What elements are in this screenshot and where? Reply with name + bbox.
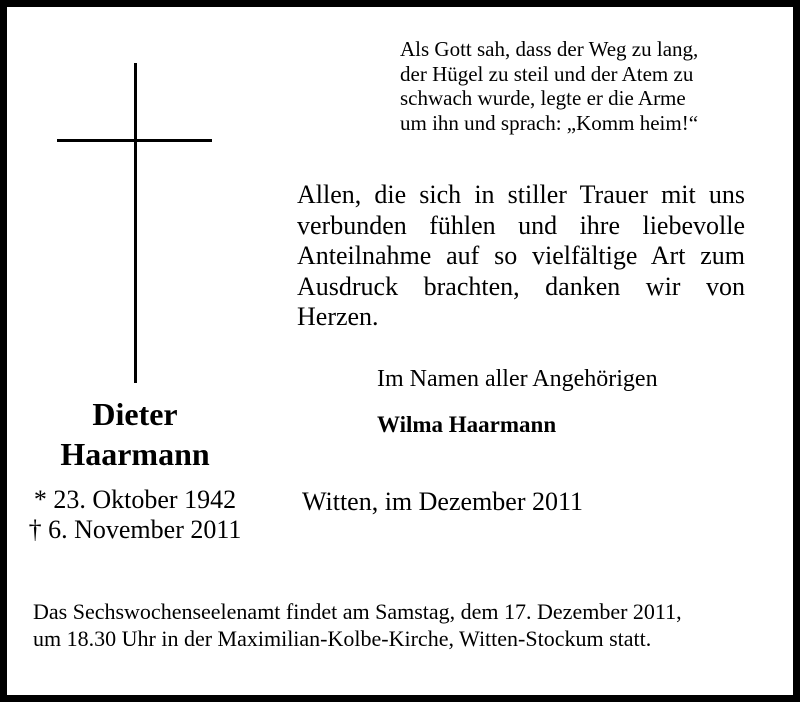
deceased-first-name: Dieter <box>92 396 178 432</box>
notice-line: Das Sechswochenseelenamt findet am Samstag, dem 17. Dezember 2011, <box>33 599 682 624</box>
birth-date: * 23. Oktober 1942 <box>33 485 237 514</box>
death-date: † 6. November 2011 <box>28 515 242 544</box>
cross-vertical-bar <box>134 63 137 383</box>
deceased-last-name: Haarmann <box>60 436 210 472</box>
poem-line: der Hügel zu steil und der Atem zu <box>400 61 694 86</box>
poem-line: schwach wurde, legte er die Arme <box>400 86 686 110</box>
signer-name: Wilma Haarmann <box>377 412 557 437</box>
thanks-line: verbunden fühlen und ihre liebevolle <box>297 210 745 240</box>
poem-verse <box>400 37 698 135</box>
on-behalf-text: Im Namen aller Angehörigen <box>377 366 658 392</box>
thanks-line: Herzen. <box>297 302 379 331</box>
thanks-text <box>297 180 745 333</box>
cross-horizontal-bar <box>57 139 212 142</box>
place-date: Witten, im Dezember 2011 <box>302 487 584 516</box>
notice-line: um 18.30 Uhr in der Maximilian-Kolbe-Kirche, Witten-Stockum statt. <box>33 626 652 651</box>
poem-line: um ihn und sprach: „Komm heim!“ <box>400 110 699 135</box>
obituary-card <box>7 7 793 695</box>
poem-line: Als Gott sah, dass der Weg zu lang, <box>400 37 699 61</box>
mass-notice <box>33 598 682 652</box>
thanks-line: Allen, die sich in stiller Trauer mit uns <box>297 180 745 209</box>
thanks-line: Ausdruck brachten, danken wir von <box>297 271 745 301</box>
thanks-line: Anteilnahme auf so vielfältige Art zum <box>297 241 745 270</box>
